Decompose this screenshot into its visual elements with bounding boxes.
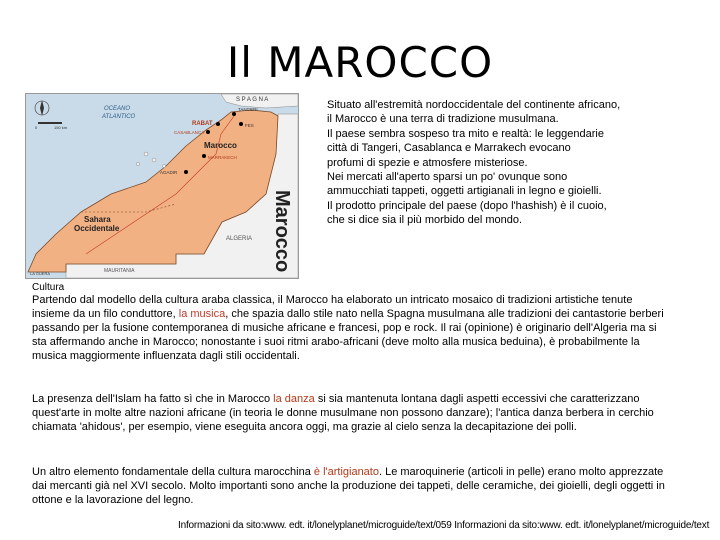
label-atlantico: ATLANTICO xyxy=(102,114,136,120)
label-casablanca: CASABLANCA xyxy=(174,130,205,135)
city-dot-agadir xyxy=(184,170,188,174)
source-footer: Informazioni da sito:www. edt. it/lonelyplanet/microguide/text/059 Informazioni da sito:www. edt. it/lonelyplanet/microguide/text xyxy=(178,520,710,531)
paragraph-artigianato xyxy=(32,465,672,507)
highlight-artigianato: è l'artigianato xyxy=(313,466,379,478)
label-fes: FES xyxy=(245,123,254,128)
label-spagna: S P A G N A xyxy=(236,97,269,103)
label-occidentale: Occidentale xyxy=(74,224,120,233)
morocco-map xyxy=(25,93,299,279)
label-lagouira: LA GÜERA xyxy=(30,271,51,276)
map-island xyxy=(136,162,139,165)
label-rabat: RABAT xyxy=(192,121,213,127)
paragraph-text: Partendo dal modello della cultura araba classica, il Marocco ha elaborato un intricato mosaico di tradizioni artistiche tenute insieme da un filo conduttore, xyxy=(32,294,633,320)
page-title: Il MAROCCO xyxy=(226,38,494,87)
paragraph-text: . Le maroquinerie (articoli in pelle) erano molto apprezzate dai mercanti già nel XVI secolo. Molto importanti sono anche la produzione dei tappeti, delle ceramiche, dei gioielli, degli oggetti in ottone e la lavorazione del legno. xyxy=(32,466,665,506)
section-label-cultura: Cultura xyxy=(32,282,65,293)
label-sahara: Sahara xyxy=(84,215,111,224)
highlight-danza: la danza xyxy=(273,393,315,405)
scale-bar xyxy=(38,122,62,124)
map-graphic xyxy=(26,94,298,278)
paragraph-danza xyxy=(32,392,672,434)
paragraph-text: La presenza dell'Islam ha fatto sì che in Marocco xyxy=(32,393,274,405)
intro-text: Situato all'estremità nordoccidentale del continente africano, il Marocco è una terra di tradizione musulmana. Il paese sembra sospeso tra mito e realtà: le leggendarie città di Tangeri, Casablanca e Marrakech evocano profumi di spezie e atmosfere misteriose. Nei mercati all'aperto sparsi un po' ovunque sono ammucchiati tappeti, oggetti artigianali in legno e gioielli. Il prodotto principale del paese (dopo l'hashish) è il cuoio, che si dice sia il più morbido del mondo. xyxy=(327,99,621,227)
paragraph-text: si sia mantenuta lontana dagli aspetti eccessivi che caratterizzano quest'arte in molte altre nazioni africane (in teoria le donne musulmane non possono danzare); l'antica danza berbera in cerchio chiamata 'ahidous', per esempio, viene eseguita ancora oggi, ma grazie al cielo senza la decapitazione dei polli. xyxy=(32,393,654,433)
label-marocco: Marocco xyxy=(204,141,237,150)
paragraph-musica xyxy=(32,293,672,363)
city-dot-fes xyxy=(239,122,243,126)
city-dot-tangeri xyxy=(232,112,236,116)
map-island xyxy=(144,152,148,156)
label-vertical-marocco: Marocco xyxy=(271,190,293,273)
city-dot-casablanca xyxy=(206,130,210,134)
map-island xyxy=(152,158,156,162)
paragraph-text: , che spazia dallo stile nato nella Spagna musulmana alle tradizioni dei cantastorie berberi passando per la fusione contemporanea di musiche africane e francesi, pop e rock. Il rai (opinione) è originario dell'Algeria ma si sta affermando anche in Marocco; nonostante i suoi ritmi arabo-africani (deve molto alla musica beduina), è probabilmente la musica maggiormente influenzata dagli stili occidentali. xyxy=(32,308,664,362)
city-dot-marrakech xyxy=(202,154,206,158)
paragraph-text: Un altro elemento fondamentale della cultura marocchina xyxy=(32,466,314,478)
map-island xyxy=(162,164,165,167)
highlight-musica: la musica xyxy=(178,308,226,320)
label-marrakech: MARRAKECH xyxy=(208,155,237,160)
label-oceano: OCEANO xyxy=(104,106,131,112)
label-mauritania: MAURITANIA xyxy=(104,268,135,274)
city-dot-rabat xyxy=(216,122,220,126)
label-scale-km: 150 km xyxy=(54,125,68,130)
label-algeria: ALGERIA xyxy=(226,236,253,242)
label-scale-zero: 0 xyxy=(35,125,38,130)
label-tangeri: TANGERI xyxy=(238,107,258,112)
label-agadir: AGADIR xyxy=(160,170,178,175)
